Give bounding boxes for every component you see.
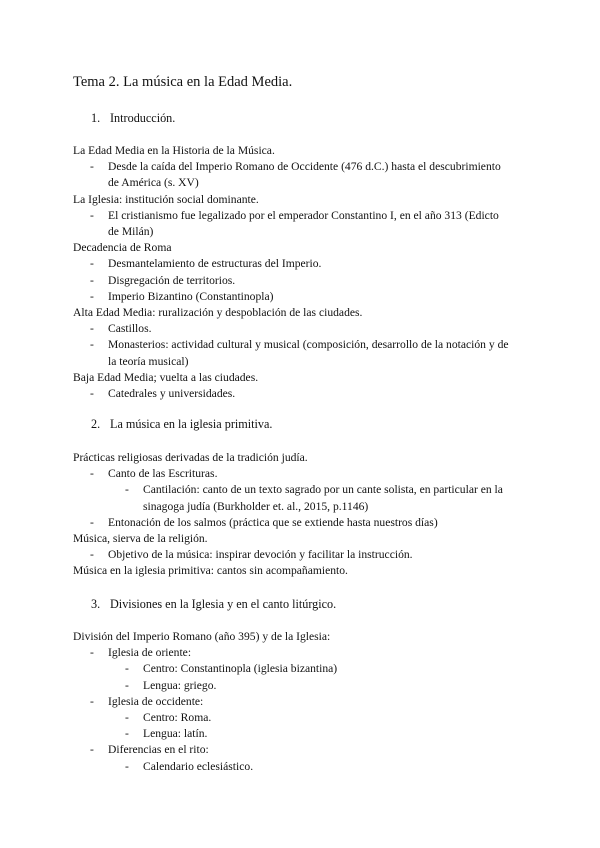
sub-bullet-item	[73, 759, 533, 775]
dash-bullet-icon: -	[125, 678, 129, 692]
section-number: 3.	[91, 597, 101, 611]
bullet-item	[73, 159, 533, 191]
bullet-text: Canto de las Escrituras.	[108, 467, 218, 481]
bullet-text: Disgregación de territorios.	[108, 273, 236, 287]
sub-bullet-item	[73, 482, 533, 514]
section-title: Divisiones en la Iglesia y en el canto litúrgico.	[110, 597, 337, 611]
body-text-line: Baja Edad Media; vuelta a las ciudades.	[73, 370, 259, 384]
bullet-text: Lengua: latín.	[143, 727, 208, 741]
bullet-text: Imperio Bizantino (Constantinopla)	[108, 289, 274, 303]
body-text-line: La Iglesia: institución social dominante.	[73, 192, 259, 206]
sub-bullet-item	[73, 678, 533, 694]
dash-bullet-icon: -	[90, 646, 94, 660]
bullet-item	[73, 289, 533, 305]
bullet-item	[73, 466, 533, 482]
bullet-text: Desmantelamiento de estructuras del Imperio.	[108, 257, 322, 271]
section-body	[73, 629, 533, 775]
dash-bullet-icon: -	[90, 338, 94, 352]
body-text-line: Música, sierva de la religión.	[73, 532, 208, 546]
dash-bullet-icon: -	[90, 467, 94, 481]
sub-bullet-item	[73, 661, 533, 677]
body-text-line: Alta Edad Media: ruralización y despoblación de las ciudades.	[73, 306, 363, 320]
bullet-text: Monasterios: actividad cultural y musical (composición, desarrollo de la notación y de	[108, 338, 509, 352]
body-text-line: División del Imperio Romano (año 395) y de la Iglesia:	[73, 630, 331, 643]
body-text-line: Decadencia de Roma	[73, 241, 172, 255]
body-text-line: Prácticas religiosas derivadas de la tradición judía.	[73, 451, 308, 464]
bullet-item	[73, 386, 533, 402]
body-text-line: La Edad Media en la Historia de la Música.	[73, 144, 275, 157]
section-body	[73, 143, 533, 402]
dash-bullet-icon: -	[90, 322, 94, 336]
bullet-text: Objetivo de la música: inspirar devoción y facilitar la instrucción.	[108, 548, 413, 562]
bullet-text: Catedrales y universidades.	[108, 387, 236, 401]
bullet-item	[73, 273, 533, 289]
bullet-text-continuation: la teoría musical)	[108, 354, 189, 368]
bullet-text: Entonación de los salmos (práctica que se extiende hasta nuestros días)	[108, 515, 438, 529]
bullet-text: Iglesia de oriente:	[108, 646, 192, 660]
bullet-text-continuation: sinagoga judía (Burkholder et. al., 2015, p.1146)	[143, 499, 369, 513]
bullet-text: Diferencias en el rito:	[108, 743, 209, 757]
bullet-item	[73, 337, 533, 369]
dash-bullet-icon: -	[90, 743, 94, 757]
sub-bullet-item	[73, 710, 533, 726]
dash-bullet-icon: -	[90, 273, 94, 287]
bullet-item	[73, 547, 533, 563]
bullet-text: Centro: Roma.	[143, 711, 212, 725]
dash-bullet-icon: -	[125, 759, 129, 773]
dash-bullet-icon: -	[125, 727, 129, 741]
bullet-item	[73, 694, 533, 710]
bullet-item	[73, 742, 533, 758]
dash-bullet-icon: -	[125, 662, 129, 676]
dash-bullet-icon: -	[90, 387, 94, 401]
bullet-item	[73, 645, 533, 661]
section-title: Introducción.	[110, 111, 176, 125]
dash-bullet-icon: -	[90, 515, 94, 529]
dash-bullet-icon: -	[90, 694, 94, 708]
dash-bullet-icon: -	[90, 208, 94, 222]
dash-bullet-icon: -	[90, 257, 94, 271]
bullet-text: El cristianismo fue legalizado por el emperador Constantino I, en el año 313 (Edicto	[108, 208, 499, 222]
dash-bullet-icon: -	[125, 711, 129, 725]
section-number: 1.	[91, 111, 101, 125]
dash-bullet-icon: -	[90, 289, 94, 303]
dash-bullet-icon: -	[90, 160, 94, 174]
bullet-text-continuation: de Milán)	[108, 225, 154, 239]
section-body	[73, 450, 533, 580]
bullet-text: Desde la caída del Imperio Romano de Occidente (476 d.C.) hasta el descubrimiento	[108, 160, 501, 174]
dash-bullet-icon: -	[125, 483, 129, 497]
bullet-item	[73, 256, 533, 272]
bullet-item	[73, 321, 533, 337]
bullet-text: Lengua: griego.	[143, 678, 217, 692]
bullet-text: Iglesia de occidente:	[108, 694, 204, 708]
bullet-text: Cantilación: canto de un texto sagrado por un cante solista, en particular en la	[143, 483, 503, 497]
bullet-text: Calendario eclesiástico.	[143, 759, 254, 773]
document-title: Tema 2. La música en la Edad Media.	[73, 74, 293, 90]
bullet-text: Castillos.	[108, 322, 152, 336]
sub-bullet-item	[73, 726, 533, 742]
bullet-item	[73, 515, 533, 531]
section-title: La música en la iglesia primitiva.	[110, 417, 273, 431]
bullet-item	[73, 208, 533, 240]
dash-bullet-icon: -	[90, 548, 94, 562]
section-heading	[91, 416, 272, 432]
section-number: 2.	[91, 417, 101, 431]
body-text-line: Música en la iglesia primitiva: cantos sin acompañamiento.	[73, 564, 348, 578]
section-heading	[91, 596, 336, 612]
bullet-text-continuation: de América (s. XV)	[108, 176, 199, 190]
section-heading	[91, 110, 175, 126]
bullet-text: Centro: Constantinopla (iglesia bizantina)	[143, 662, 338, 676]
